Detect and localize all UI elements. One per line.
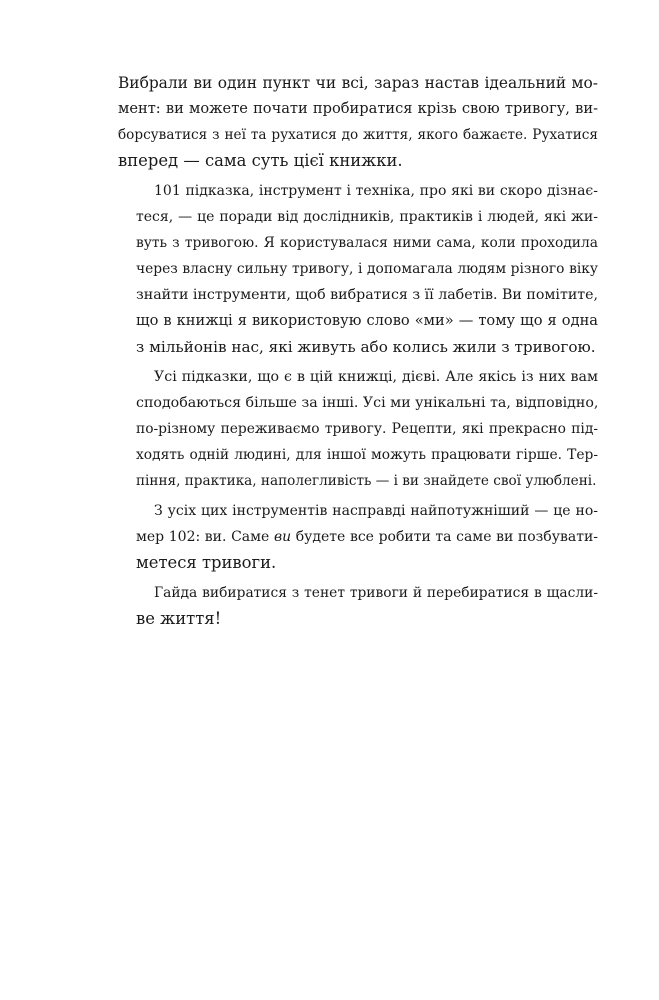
text-line — [118, 524, 598, 550]
text-line: з мільйонів нас, які живуть або колись жили з тривогою. — [136, 338, 596, 356]
text-line: ве життя! — [136, 609, 222, 628]
text-line: сподобаються більше за інші. Усі ми унікальні та, відповідно, — [136, 395, 599, 411]
text-line: ходять одній людині, для іншої можуть працювати гірше. Тер- — [136, 447, 598, 463]
text-line: Вибрали ви один пункт чи всі, зараз настав ідеальний мо- — [118, 74, 598, 92]
text-line: що в книжці я використовую слово «ми» — тому що я одна — [136, 312, 598, 329]
text-line: теся, — це поради від дослідників, практиків і людей, які жи- — [136, 209, 598, 225]
text-line: борсуватися з неї та рухатися до життя, якого бажаєте. Рухатися — [118, 127, 598, 143]
text-line: через власну сильну тривогу, і допомагала людям різного віку — [136, 261, 598, 277]
paragraph-3 — [118, 364, 598, 494]
paragraph-5 — [118, 580, 598, 632]
emphasized-word: ви — [273, 529, 292, 545]
text-line: Усі підказки, що є в цій книжці, дієві. Але якісь із них вам — [154, 369, 598, 385]
text-line: метеся тривоги. — [136, 553, 277, 572]
paragraph-4 — [118, 498, 598, 576]
text-line: 101 підказка, інструмент і техніка, про які ви скоро дізнає- — [154, 183, 598, 199]
text-line: З усіх цих інструментів насправді найпотужніший — це но- — [154, 503, 598, 519]
body-text — [118, 70, 598, 636]
text-line: знайти інструменти, щоб вибратися з її лабетів. Ви помітите, — [136, 287, 599, 303]
text-segment: мер 102: ви. Саме — [136, 529, 270, 545]
text-line: вперед — сама суть цієї книжки. — [118, 151, 403, 170]
paragraph-2 — [118, 178, 598, 360]
text-segment: будете все робити та саме ви позбувати- — [295, 529, 599, 545]
text-line: мент: ви можете почати пробиратися крізь свою тривогу, ви- — [118, 100, 598, 117]
paragraph-1 — [118, 70, 598, 174]
text-line: по-різному переживаємо тривогу. Рецепти, які прекрасно під- — [136, 421, 598, 437]
text-line: піння, практика, наполегливість — і ви знайдете свої улюблені. — [136, 473, 597, 489]
text-line: Гайда вибиратися з тенет тривоги й перебиратися в щасли- — [154, 585, 598, 601]
text-line: вуть з тривогою. Я користувалася ними сама, коли проходила — [136, 235, 598, 251]
